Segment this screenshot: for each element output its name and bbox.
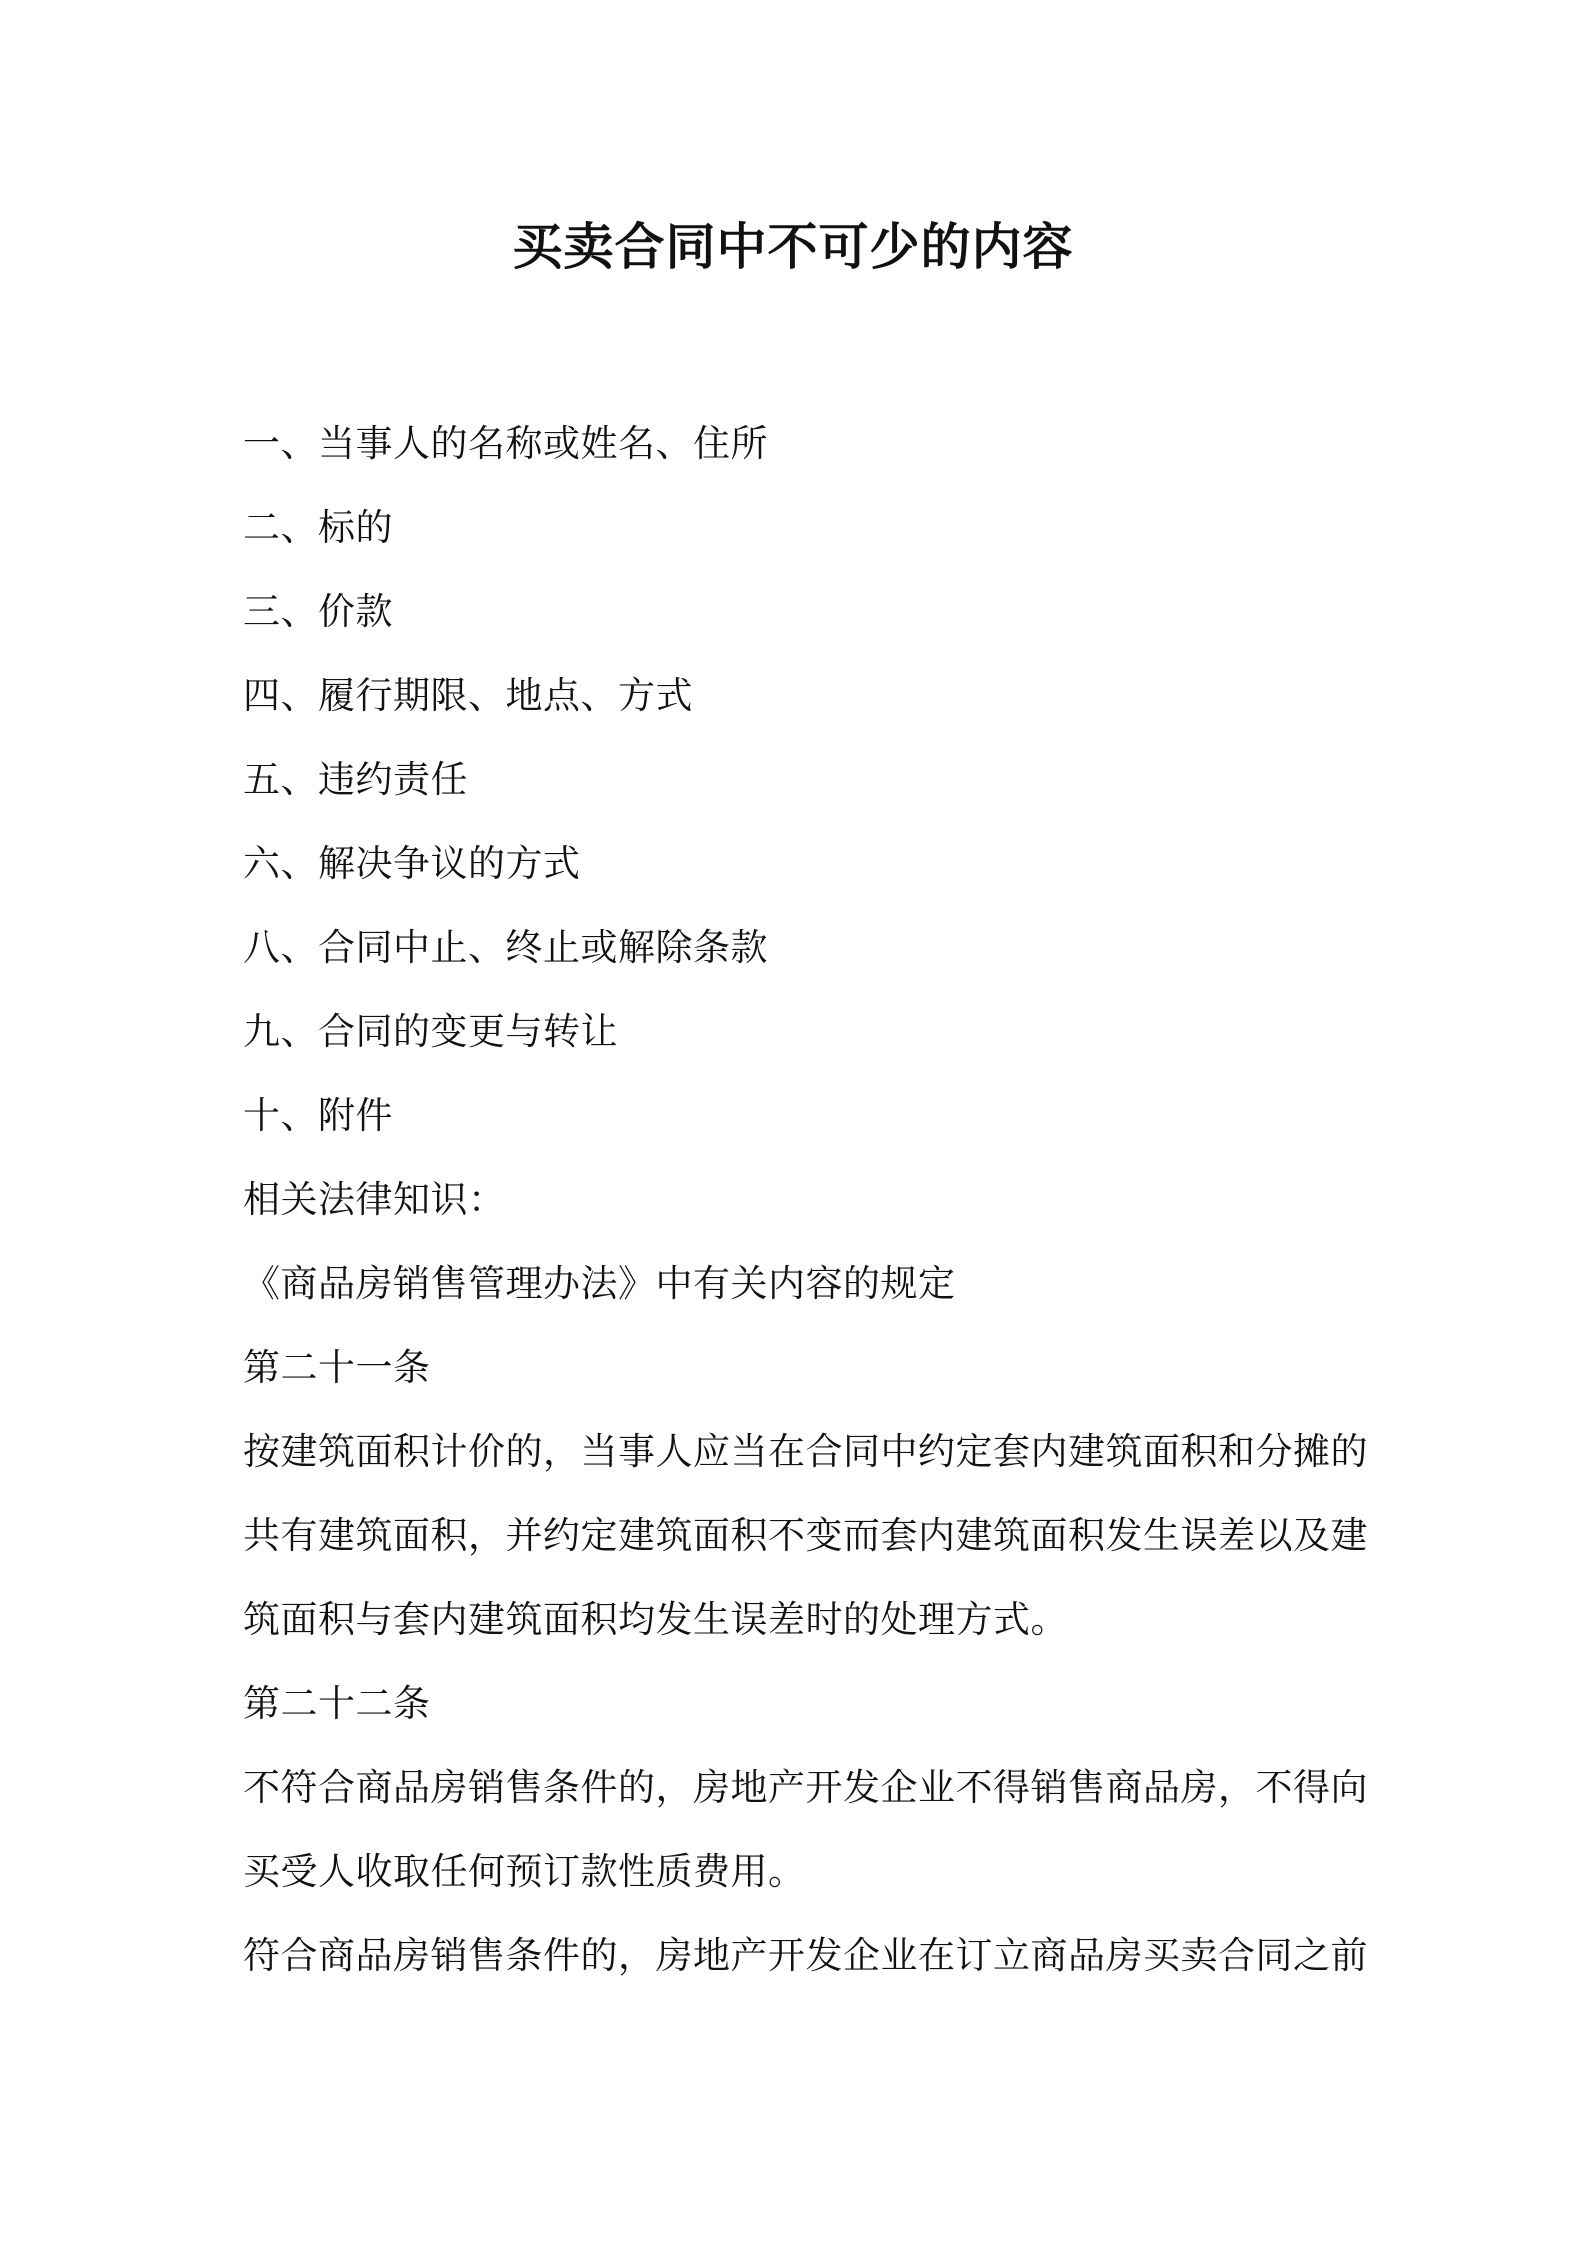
text-line: 九、合同的变更与转让 (243, 1010, 618, 1053)
document-body (243, 402, 1368, 1998)
text-line: 十、附件 (243, 1094, 393, 1137)
text-line: 二、标的 (243, 506, 393, 549)
text-line: 不符合商品房销售条件的，房地产开发企业不得销售商品房，不得向 (243, 1766, 1368, 1809)
document-title: 买卖合同中不可少的内容 (512, 218, 1074, 276)
section-heading: 相关法律知识： (243, 1178, 506, 1221)
article-heading: 第二十一条 (243, 1346, 431, 1389)
text-line: 一、当事人的名称或姓名、住所 (243, 422, 768, 465)
text-line: 共有建筑面积，并约定建筑面积不变而套内建筑面积发生误差以及建 (243, 1514, 1368, 1557)
text-line: 五、违约责任 (243, 758, 468, 801)
text-line: 筑面积与套内建筑面积均发生误差时的处理方式。 (243, 1598, 1068, 1641)
text-line: 八、合同中止、终止或解除条款 (243, 926, 768, 969)
text-line: 三、价款 (243, 590, 393, 633)
text-line: 《商品房销售管理办法》中有关内容的规定 (243, 1262, 956, 1305)
text-line: 四、履行期限、地点、方式 (243, 674, 693, 717)
text-line: 符合商品房销售条件的，房地产开发企业在订立商品房买卖合同之前 (243, 1934, 1368, 1977)
text-line: 六、解决争议的方式 (243, 842, 581, 885)
article-heading: 第二十二条 (243, 1682, 431, 1725)
text-line: 按建筑面积计价的，当事人应当在合同中约定套内建筑面积和分摊的 (243, 1430, 1368, 1473)
text-line: 买受人收取任何预订款性质费用。 (243, 1850, 806, 1893)
